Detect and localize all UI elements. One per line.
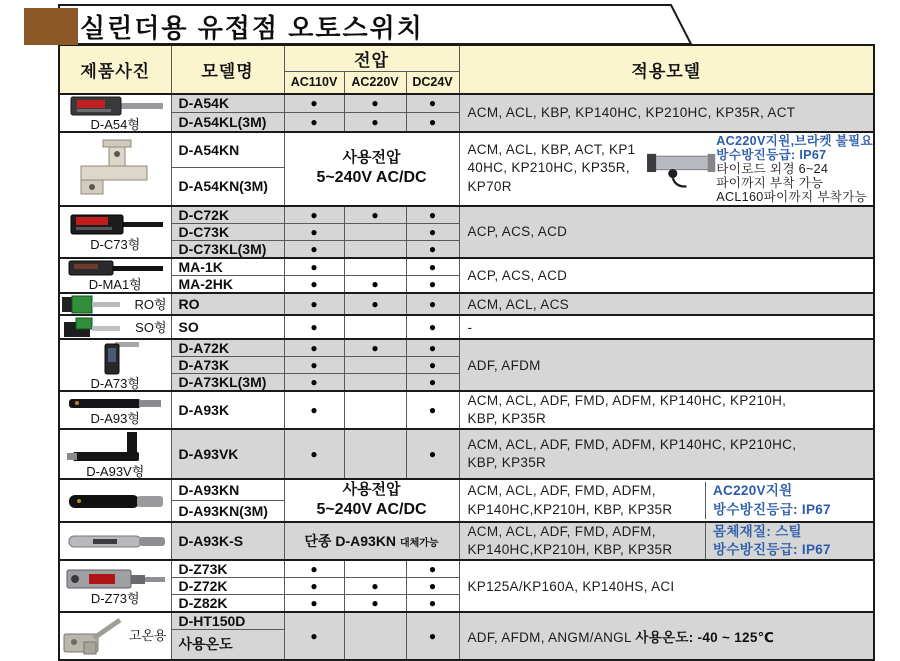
cell-dot-ac220v	[344, 391, 406, 429]
header-apply: 적용모델	[459, 45, 874, 94]
photo-wrap	[60, 532, 171, 550]
cell-dot-ac110v: ●	[284, 206, 344, 224]
cell-dot-ac220v: ●	[344, 578, 406, 595]
cell-model: D-A72K	[171, 339, 284, 357]
note-line2: 방수방진등급: IP67	[713, 541, 831, 557]
cell-apply: KP125A/KP160A, KP140HS, ACI	[459, 560, 874, 612]
cell-dot-dc24v: ●	[406, 315, 459, 339]
cell-dot-dc24v: ●	[406, 293, 459, 315]
cell-dot-dc24v: ●	[406, 258, 459, 276]
cell-apply: -	[459, 315, 874, 339]
photo-label: D-A54형	[90, 116, 140, 132]
cell-photo-a54kn	[59, 132, 171, 206]
cell-photo-ro	[59, 293, 171, 315]
cell-model: MA-1K	[171, 258, 284, 276]
cell-dot-ac110v: ●	[284, 240, 344, 258]
cell-photo-a93	[59, 391, 171, 429]
cell-dot-ac220v	[344, 315, 406, 339]
cell-photo-a93kn	[59, 479, 171, 521]
note-line1: AC220V지원	[713, 483, 793, 499]
replacement-model: D-A93KN	[335, 532, 397, 549]
cell-model: D-A93KN	[171, 479, 284, 500]
header-ac110v: AC110V	[284, 72, 344, 94]
cell-dot-dc24v: ●	[406, 578, 459, 595]
photo-wrap	[60, 294, 171, 314]
cell-dot-dc24v: ●	[406, 339, 459, 357]
cell-dot-ac110v: ●	[284, 578, 344, 595]
photo-wrap	[60, 567, 171, 605]
cell-dot-dc24v: ●	[406, 429, 459, 479]
cell-model: D-HT150D	[171, 612, 284, 630]
replacement-note: 대체가능	[399, 537, 439, 549]
cell-model: D-C73KL(3M)	[171, 240, 284, 258]
cell-dot-ac110v: ●	[284, 357, 344, 374]
photo-wrap	[60, 395, 171, 425]
cell-dot-ac220v: ●	[344, 113, 406, 132]
cell-model: D-A54KL(3M)	[171, 113, 284, 132]
photo-d-a93kn	[63, 490, 167, 512]
cell-apply	[459, 429, 874, 479]
cell-photo-ma	[59, 258, 171, 294]
apply-flex	[460, 482, 874, 518]
cell-model: D-A54K	[171, 94, 284, 113]
header-dc24v: DC24V	[406, 72, 459, 94]
cell-dot-ac220v: ●	[344, 94, 406, 113]
cell-apply-split	[459, 522, 874, 560]
cell-model: D-Z82K	[171, 595, 284, 613]
cell-dot-ac220v: ●	[344, 206, 406, 224]
cell-voltage-discontinued	[284, 522, 459, 560]
photo-d-z73	[63, 567, 167, 591]
cylinder-photo	[644, 142, 717, 196]
header-model: 모델명	[171, 45, 284, 94]
cell-dot-ac110v: ●	[284, 293, 344, 315]
cell-dot-ac110v: ●	[284, 391, 344, 429]
apply-models: ACM, ACL, ADF, FMD, ADFM, KP140HC,KP210H, KBP, KP35R	[467, 523, 673, 557]
cell-model: D-Z72K	[171, 578, 284, 595]
auto-switch-spec-table	[58, 44, 875, 661]
cell-voltage-merged	[284, 132, 459, 206]
cell-model: D-C72K	[171, 206, 284, 224]
cell-dot-dc24v: ●	[406, 113, 459, 132]
cell-model: D-A93VK	[171, 429, 284, 479]
apply-models: ADF, AFDM, ANGM/ANGL	[467, 629, 636, 645]
cell-photo-c7	[59, 206, 171, 258]
note-black-1: 타이로드 외경 6~24	[716, 161, 829, 176]
photo-label: D-C73형	[90, 236, 141, 252]
cell-apply-split	[459, 479, 874, 521]
photo-label: D-A93V형	[86, 464, 145, 480]
cell-dot-ac220v: ●	[344, 275, 406, 293]
photo-wrap	[60, 95, 171, 131]
photo-label: SO형	[135, 319, 167, 335]
cell-dot-ac110v: ●	[284, 94, 344, 113]
cell-dot-ac110v: ●	[284, 315, 344, 339]
cell-model: D-A73KL(3M)	[171, 374, 284, 392]
cell-apply: ADF, AFDM	[459, 339, 874, 391]
note-line1: 몸체재질: 스틸	[713, 523, 802, 539]
apply-models: ACM, ACL, ADF, FMD, ADFM, KP140HC, KP210H, KBP, KP35R	[467, 393, 787, 427]
apply-notes	[716, 134, 873, 204]
photo-label: RO형	[134, 296, 167, 312]
photo-d-a93	[65, 395, 165, 411]
cell-dot-dc24v: ●	[406, 275, 459, 293]
photo-d-a93k-s	[63, 532, 167, 550]
cell-dot-ac220v	[344, 612, 406, 660]
cell-dot-dc24v: ●	[406, 612, 459, 660]
photo-label: D-MA1형	[88, 277, 142, 293]
cell-photo-a93ks	[59, 522, 171, 560]
cell-dot-ac110v: ●	[284, 339, 344, 357]
photo-d-a54	[65, 95, 165, 117]
cell-dot-ac110v: ●	[284, 223, 344, 240]
apply-temp-range: 사용온도: -40 ~ 125℃	[635, 629, 775, 645]
header-photo: 제품사진	[59, 45, 171, 94]
cell-dot-ac220v	[344, 223, 406, 240]
photo-d-ma1	[65, 259, 165, 277]
cell-apply	[459, 612, 874, 660]
cell-dot-ac110v: ●	[284, 275, 344, 293]
apply-flex	[460, 523, 874, 559]
note-blue-1: AC220V지원,브라켓 불필요	[716, 133, 873, 148]
apply-models: ACM, ACL, ADF, FMD, ADFM, KP140HC,KP210H, KBP, KP35R	[467, 483, 673, 517]
apply-flex	[468, 134, 874, 204]
note-blue-2: 방수방진등급: IP67	[716, 147, 827, 162]
photo-wrap	[60, 490, 171, 512]
header-voltage: 전압	[284, 45, 459, 72]
cell-dot-ac220v	[344, 560, 406, 578]
cell-dot-ac110v: ●	[284, 374, 344, 392]
cell-dot-dc24v: ●	[406, 240, 459, 258]
cell-apply-composite	[459, 132, 874, 206]
cell-dot-ac110v: ●	[284, 612, 344, 660]
voltage-note-line1: 사용전압	[342, 149, 401, 167]
cell-apply: ACP, ACS, ACD	[459, 206, 874, 258]
brown-accent-square	[24, 8, 78, 45]
cell-model: D-A93KN(3M)	[171, 500, 284, 521]
cell-dot-dc24v: ●	[406, 374, 459, 392]
cell-model: D-A73K	[171, 357, 284, 374]
cell-apply: ACM, ACL, KBP, KP140HC, KP210HC, KP35R, ACT	[459, 94, 874, 132]
cell-apply	[459, 391, 874, 429]
page-title: 실린더용 유접점 오토스위치	[80, 13, 424, 43]
apply-models: ACM, ACL, KBP, ACT, KP140HC, KP210HC, KP35R, KP70R	[467, 142, 636, 194]
photo-wrap	[60, 340, 171, 390]
apply-models: ACM, ACL, ADF, FMD, ADFM, KP140HC, KP210HC, KBP, KP35R	[467, 437, 797, 471]
photo-d-c73	[65, 213, 165, 237]
cell-model: 사용온도	[171, 630, 284, 660]
photo-label: D-A73형	[90, 376, 140, 391]
cell-model: MA-2HK	[171, 275, 284, 293]
photo-label: D-Z73형	[90, 591, 140, 607]
cell-dot-dc24v: ●	[406, 206, 459, 224]
cell-dot-ac220v	[344, 374, 406, 392]
cell-apply: ACP, ACS, ACD	[459, 258, 874, 294]
cell-dot-dc24v: ●	[406, 560, 459, 578]
cell-dot-dc24v: ●	[406, 223, 459, 240]
cell-photo-a54	[59, 94, 171, 132]
photo-wrap	[60, 259, 171, 291]
note-line2: 방수방진등급: IP67	[713, 501, 831, 517]
photo-label: D-A93형	[90, 411, 140, 427]
cell-photo-so	[59, 315, 171, 339]
cell-photo-ht	[59, 612, 171, 660]
header-ac220v: AC220V	[344, 72, 406, 94]
photo-d-a54kn-bracket	[69, 138, 161, 200]
photo-wrap	[60, 213, 171, 251]
cell-photo-a7	[59, 339, 171, 391]
cell-dot-ac110v: ●	[284, 258, 344, 276]
photo-wrap	[60, 138, 171, 200]
cell-dot-ac220v	[344, 357, 406, 374]
photo-wrap	[60, 316, 171, 338]
cell-photo-a93v	[59, 429, 171, 479]
cell-dot-ac220v	[344, 258, 406, 276]
photo-so	[60, 316, 122, 338]
cell-dot-ac220v	[344, 429, 406, 479]
cell-dot-ac110v: ●	[284, 595, 344, 613]
photo-ro	[60, 294, 122, 314]
cell-apply: ACM, ACL, ACS	[459, 293, 874, 315]
cell-model: D-C73K	[171, 223, 284, 240]
cell-dot-ac220v: ●	[344, 293, 406, 315]
cell-dot-ac110v: ●	[284, 429, 344, 479]
cell-model: D-A93K-S	[171, 522, 284, 560]
cell-dot-dc24v: ●	[406, 357, 459, 374]
cell-photo-z	[59, 560, 171, 612]
cell-dot-dc24v: ●	[406, 391, 459, 429]
cell-dot-ac110v: ●	[284, 113, 344, 132]
cell-dot-ac110v: ●	[284, 560, 344, 578]
cell-voltage-merged	[284, 479, 459, 521]
voltage-note-line2: 5~240V AC/DC	[316, 500, 427, 518]
cell-model: D-A54KN(3M)	[171, 168, 284, 206]
photo-d-a93v	[65, 430, 165, 464]
photo-wrap	[60, 430, 171, 478]
note-black-3: ACL160파이까지 부착가능	[716, 189, 868, 204]
apply-side-note	[705, 482, 873, 518]
cell-dot-ac220v: ●	[344, 595, 406, 613]
cell-dot-dc24v: ●	[406, 595, 459, 613]
cell-model: SO	[171, 315, 284, 339]
cell-dot-dc24v: ●	[406, 94, 459, 113]
cell-model: D-Z73K	[171, 560, 284, 578]
cell-dot-ac220v	[344, 240, 406, 258]
photo-label: 고온용	[128, 628, 167, 644]
note-black-2: 파이까지 부착 가능	[716, 175, 824, 190]
discontinued-label: 단종	[304, 532, 332, 549]
voltage-note-line2: 5~240V AC/DC	[316, 168, 427, 186]
cell-model: D-A93K	[171, 391, 284, 429]
cell-model: RO	[171, 293, 284, 315]
cell-model: D-A54KN	[171, 132, 284, 168]
apply-side-note	[705, 523, 873, 559]
cell-dot-ac220v: ●	[344, 339, 406, 357]
voltage-note-line1: 사용전압	[342, 481, 401, 499]
photo-d-a73	[85, 340, 145, 376]
